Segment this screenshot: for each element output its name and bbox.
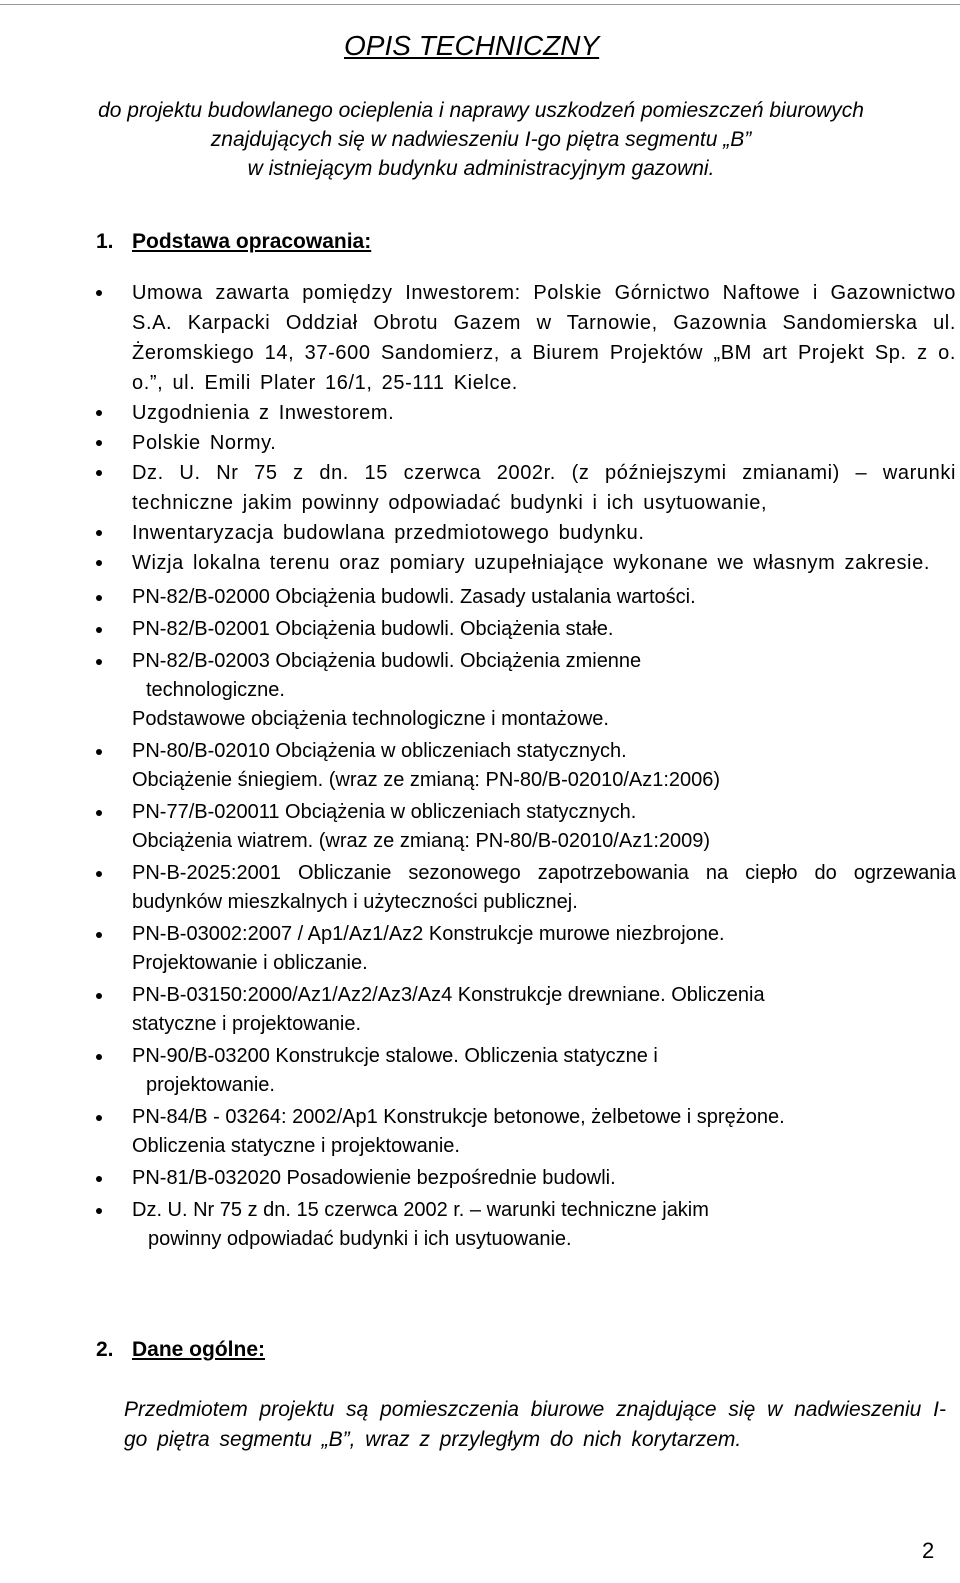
page-number: 2 bbox=[922, 1538, 935, 1563]
standard-text-cont: technologiczne. bbox=[146, 679, 285, 701]
standard-text: PN-90/B-03200 Konstrukcje stalowe. Obliczenia statyczne i bbox=[132, 1045, 658, 1067]
section-title: Podstawa opracowania: bbox=[132, 230, 372, 253]
standard-text: PN-82/B-02003 Obciążenia budowli. Obciążenia zmienne bbox=[132, 650, 642, 672]
list-item: Polskie Normy. bbox=[94, 428, 956, 458]
standard-text-cont: Projektowanie i obliczanie. bbox=[132, 952, 368, 974]
standard-text: PN-82/B-02000 Obciążenia budowli. Zasady ustalania wartości. bbox=[132, 586, 696, 608]
standard-text: PN-82/B-02001 Obciążenia budowli. Obciążenia stałe. bbox=[132, 618, 614, 640]
document-subtitle bbox=[26, 96, 936, 183]
list-item: Dz. U. Nr 75 z dn. 15 czerwca 2002r. (z późniejszymi zmianami) – warunki techniczne jakim powinny odpowiadać budynki i ich usytuowanie, bbox=[94, 458, 956, 518]
standard-text: PN-77/B-020011 Obciążenia w obliczeniach statycznych. bbox=[132, 801, 637, 823]
section-number: 2. bbox=[96, 1338, 114, 1361]
standard-item bbox=[94, 1164, 956, 1193]
standard-item bbox=[94, 1042, 956, 1100]
section-2-body: Przedmiotem projektu są pomieszczenia biurowe znajdujące się w nadwieszeniu I-go piętra segmentu „B”, wraz z przyległym do nich korytarzem. bbox=[124, 1398, 946, 1451]
standard-text-cont: projektowanie. bbox=[146, 1074, 275, 1096]
standard-text-cont: Obliczenia statyczne i projektowanie. bbox=[132, 1135, 460, 1157]
standard-item bbox=[94, 981, 956, 1039]
standard-item bbox=[94, 798, 956, 856]
standard-item bbox=[94, 920, 956, 978]
standard-text: Dz. U. Nr 75 z dn. 15 czerwca 2002 r. – warunki techniczne jakim bbox=[132, 1199, 709, 1221]
standard-text-cont: statyczne i projektowanie. bbox=[132, 1013, 362, 1035]
standard-text: PN-84/B - 03264: 2002/Ap1 Konstrukcje betonowe, żelbetowe i sprężone. bbox=[132, 1106, 785, 1128]
standard-text-cont: powinny odpowiadać budynki i ich usytuowanie. bbox=[148, 1228, 572, 1250]
list-item: Uzgodnienia z Inwestorem. bbox=[94, 398, 956, 428]
standard-item bbox=[94, 615, 956, 644]
standard-text-cont: Podstawowe obciążenia technologiczne i montażowe. bbox=[132, 708, 609, 730]
standard-item bbox=[94, 1103, 956, 1161]
section-1-heading bbox=[96, 230, 371, 254]
standard-item: PN-B-2025:2001 Obliczanie sezonowego zapotrzebowania na ciepło do ogrzewania budynków mieszkalnych i użyteczności publicznej. bbox=[94, 859, 956, 917]
section-2-heading bbox=[96, 1338, 265, 1362]
standard-text-cont: Obciążenie śniegiem. (wraz ze zmianą: PN-80/B-02010/Az1:2006) bbox=[132, 769, 721, 791]
top-rule bbox=[0, 4, 960, 5]
subtitle-line: znajdujących się w nadwieszeniu I-go piętra segmentu „B” bbox=[210, 128, 752, 151]
section-title: Dane ogólne: bbox=[132, 1338, 266, 1361]
list-item: Inwentaryzacja budowlana przedmiotowego budynku. bbox=[94, 518, 956, 548]
basis-list bbox=[94, 278, 956, 1254]
subtitle-line: w istniejącym budynku administracyjnym gazowni. bbox=[247, 157, 715, 180]
standard-item bbox=[94, 737, 956, 795]
section-number: 1. bbox=[96, 230, 114, 253]
standard-text: PN-80/B-02010 Obciążenia w obliczeniach statycznych. bbox=[132, 740, 627, 762]
standard-text-cont: Obciążenia wiatrem. (wraz ze zmianą: PN-80/B-02010/Az1:2009) bbox=[132, 830, 711, 852]
standard-text: PN-B-03150:2000/Az1/Az2/Az3/Az4 Konstrukcje drewniane. Obliczenia bbox=[132, 984, 765, 1006]
standard-item bbox=[94, 583, 956, 612]
document-title: OPIS TECHNICZNY bbox=[344, 30, 600, 61]
standard-item bbox=[94, 1196, 956, 1254]
list-item: Umowa zawarta pomiędzy Inwestorem: Polskie Górnictwo Naftowe i Gazownictwo S.A. Karpacki Oddział Obrotu Gazem w Tarnowie, Gazownia Sandomierska ul. Żeromskiego 14, 37-600 Sandomierz, a Biurem Projektów „BM art Projekt Sp. z o. o.”, ul. Emili Plater 16/1, 25-111 Kielce. bbox=[94, 278, 956, 398]
standard-text: PN-B-03002:2007 / Ap1/Az1/Az2 Konstrukcje murowe niezbrojone. bbox=[132, 923, 725, 945]
standard-text: PN-81/B-032020 Posadowienie bezpośrednie budowli. bbox=[132, 1167, 616, 1189]
list-item: Wizja lokalna terenu oraz pomiary uzupełniające wykonane we własnym zakresie. bbox=[94, 548, 956, 578]
subtitle-line: do projektu budowlanego ocieplenia i naprawy uszkodzeń pomieszczeń biurowych bbox=[98, 99, 864, 122]
standard-item bbox=[94, 647, 956, 734]
